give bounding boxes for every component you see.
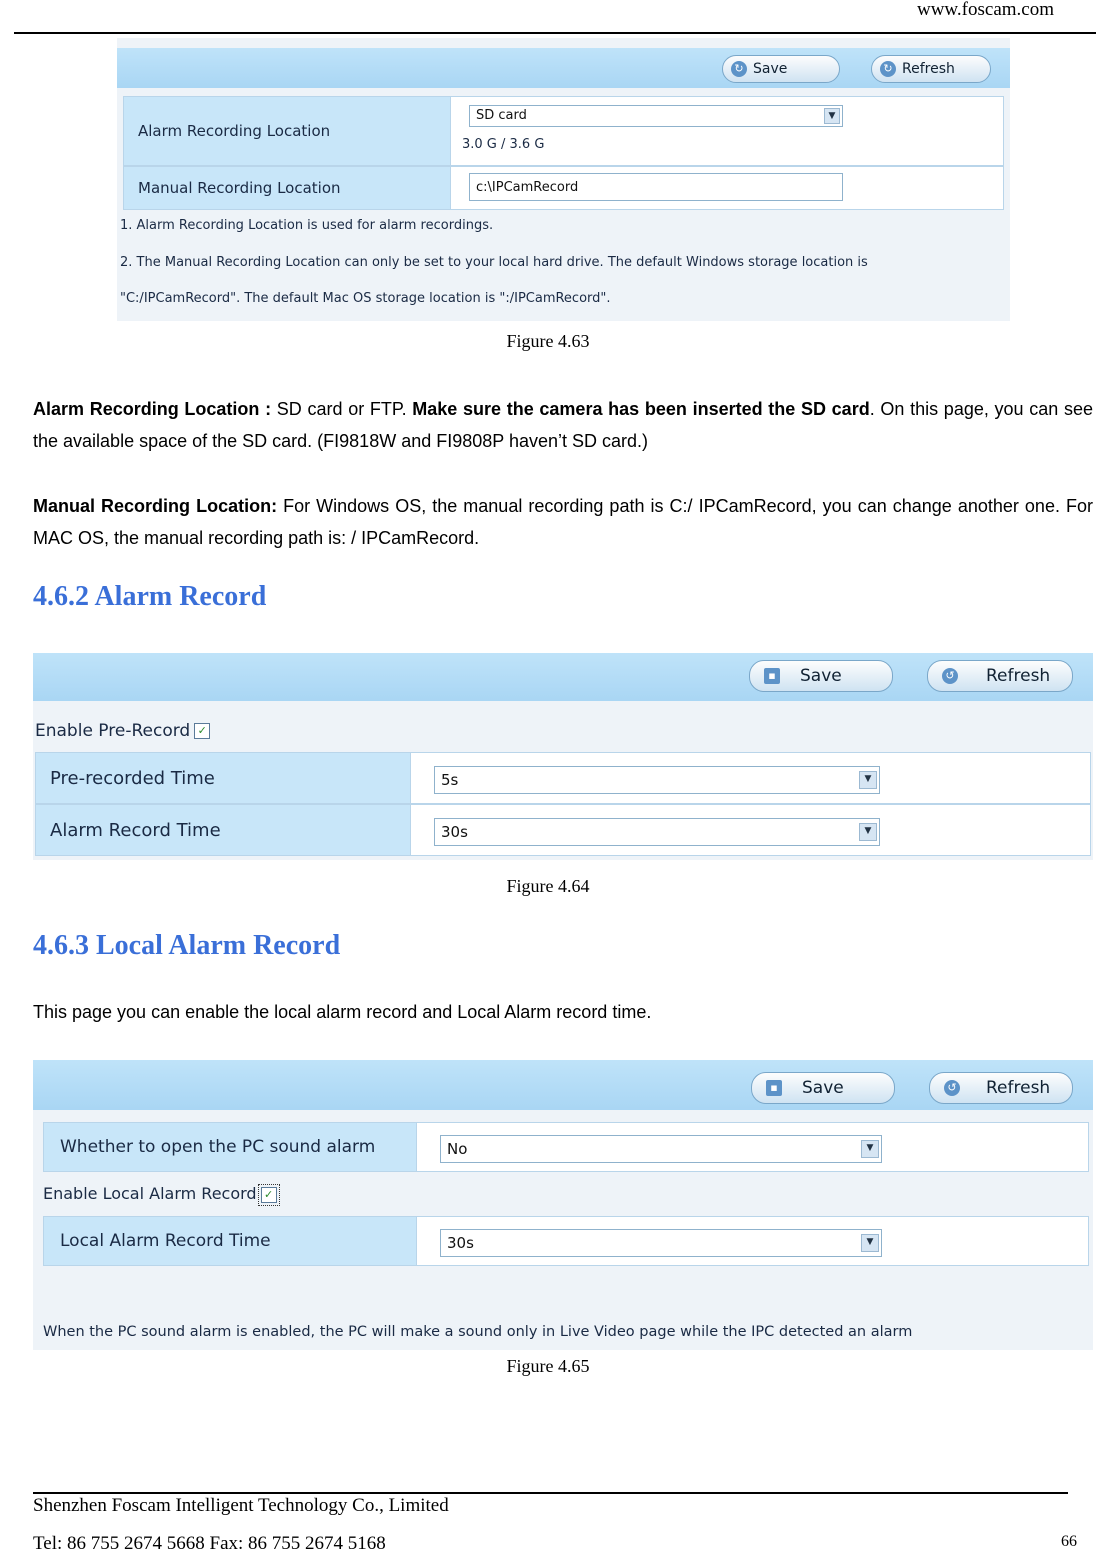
note-2: 2. The Manual Recording Location can only be set to your local hard drive. The default Windows storage location is xyxy=(120,255,868,270)
caption-4-64: Figure 4.64 xyxy=(506,876,590,896)
pre-recorded-time-row xyxy=(35,752,1091,804)
chevron-down-icon: ▼ xyxy=(861,1234,879,1252)
refresh-button[interactable] xyxy=(929,1072,1073,1104)
manual-recording-location-row xyxy=(123,166,1004,210)
note-3: "C:/IPCamRecord". The default Mac OS storage location is ":/IPCamRecord". xyxy=(120,291,611,306)
enable-pre-record xyxy=(35,721,210,741)
alarm-record-time-row xyxy=(35,804,1091,856)
term: Alarm Recording Location : xyxy=(33,399,272,419)
local-alarm-record-time-select[interactable] xyxy=(440,1229,882,1257)
refresh-label: Refresh xyxy=(902,61,955,77)
row-label: Whether to open the PC sound alarm xyxy=(44,1123,417,1171)
text: For Windows OS, the manual recording path is C:/ IPCamRecord, you can change another one. For MAC OS, the manual recording path is: / IPCamRecord. xyxy=(33,496,1093,548)
select-value: 30s xyxy=(447,1234,474,1252)
refresh-icon: ↺ xyxy=(944,1080,960,1096)
refresh-label: Refresh xyxy=(986,666,1051,686)
row-label: Alarm Record Time xyxy=(36,805,411,855)
local-alarm-record-time-row xyxy=(43,1216,1089,1266)
save-button[interactable] xyxy=(751,1072,895,1104)
refresh-button[interactable] xyxy=(871,55,991,83)
header-url: www.foscam.com xyxy=(916,0,1054,20)
save-button[interactable] xyxy=(749,660,893,692)
footer-company: Shenzhen Foscam Intelligent Technology Co., Limited xyxy=(33,1495,449,1516)
text: . On this page, you can see the available space of the SD card. (FI9818W and FI9808P haven’t SD card.) xyxy=(33,399,1093,451)
footer-tel: Tel: 86 755 2674 5668 Fax: 86 755 2674 5168 xyxy=(33,1533,386,1554)
select-value: 30s xyxy=(441,823,468,841)
refresh-label: Refresh xyxy=(986,1078,1051,1098)
chevron-down-icon: ▼ xyxy=(824,108,840,124)
refresh-button[interactable] xyxy=(927,660,1073,692)
save-label: Save xyxy=(800,666,842,686)
pc-sound-alarm-note: When the PC sound alarm is enabled, the PC will make a sound only in Live Video page while the IPC detected an alarm xyxy=(43,1324,913,1340)
enable-local-alarm-label: Enable Local Alarm Record xyxy=(43,1184,257,1203)
caption-4-65: Figure 4.65 xyxy=(506,1356,590,1376)
text: SD card or FTP. xyxy=(271,399,413,419)
pre-record-checkbox[interactable]: ✓ xyxy=(194,723,210,739)
footer-rule xyxy=(33,1492,1068,1494)
alarm-location-select[interactable] xyxy=(469,105,843,127)
figure-4-63 xyxy=(117,38,1010,321)
local-alarm-checkbox[interactable]: ✓ xyxy=(261,1187,277,1203)
caption-4-63: Figure 4.63 xyxy=(506,331,590,351)
row-label: Pre-recorded Time xyxy=(36,753,411,803)
enable-pre-record-label: Enable Pre-Record xyxy=(35,721,191,741)
select-value: 5s xyxy=(441,771,459,789)
refresh-icon: ↻ xyxy=(880,61,896,77)
emphasis: Make sure the camera has been inserted the SD card xyxy=(412,399,870,419)
alarm-recording-location-row xyxy=(123,96,1004,166)
row-label: Manual Recording Location xyxy=(124,167,451,209)
select-value: No xyxy=(447,1140,468,1158)
save-label: Save xyxy=(753,61,788,77)
floppy-disk-icon: ▪ xyxy=(766,1080,782,1096)
refresh-icon: ↺ xyxy=(942,668,958,684)
figure-4-65 xyxy=(33,1060,1093,1350)
alarm-record-time-select[interactable] xyxy=(434,818,880,846)
available-space: 3.0 G / 3.6 G xyxy=(462,137,545,152)
section-heading-4-6-3: 4.6.3 Local Alarm Record xyxy=(33,930,341,961)
chevron-down-icon: ▼ xyxy=(859,823,877,841)
select-value: SD card xyxy=(476,108,527,123)
floppy-disk-icon: ▪ xyxy=(764,668,780,684)
chevron-down-icon: ▼ xyxy=(859,771,877,789)
pc-sound-alarm-select[interactable] xyxy=(440,1135,882,1163)
page-number: 66 xyxy=(1061,1533,1077,1550)
enable-local-alarm-record xyxy=(43,1184,277,1203)
paragraph-local-alarm: This page you can enable the local alarm record and Local Alarm record time. xyxy=(33,1002,652,1022)
save-label: Save xyxy=(802,1078,844,1098)
pre-recorded-time-select[interactable] xyxy=(434,766,880,794)
note-1: 1. Alarm Recording Location is used for alarm recordings. xyxy=(120,218,494,233)
chevron-down-icon: ▼ xyxy=(861,1140,879,1158)
header-rule xyxy=(14,32,1096,34)
save-icon: ↻ xyxy=(731,61,747,77)
figure-4-64 xyxy=(33,653,1093,860)
section-heading-4-6-2: 4.6.2 Alarm Record xyxy=(33,581,267,612)
row-label: Alarm Recording Location xyxy=(124,97,451,165)
pc-sound-alarm-row xyxy=(43,1122,1089,1172)
save-button[interactable] xyxy=(722,55,840,83)
manual-location-input[interactable] xyxy=(469,173,843,201)
paragraph-manual-location xyxy=(33,490,1093,554)
term: Manual Recording Location: xyxy=(33,496,278,516)
paragraph-alarm-location xyxy=(33,393,1093,457)
row-label: Local Alarm Record Time xyxy=(44,1217,417,1265)
